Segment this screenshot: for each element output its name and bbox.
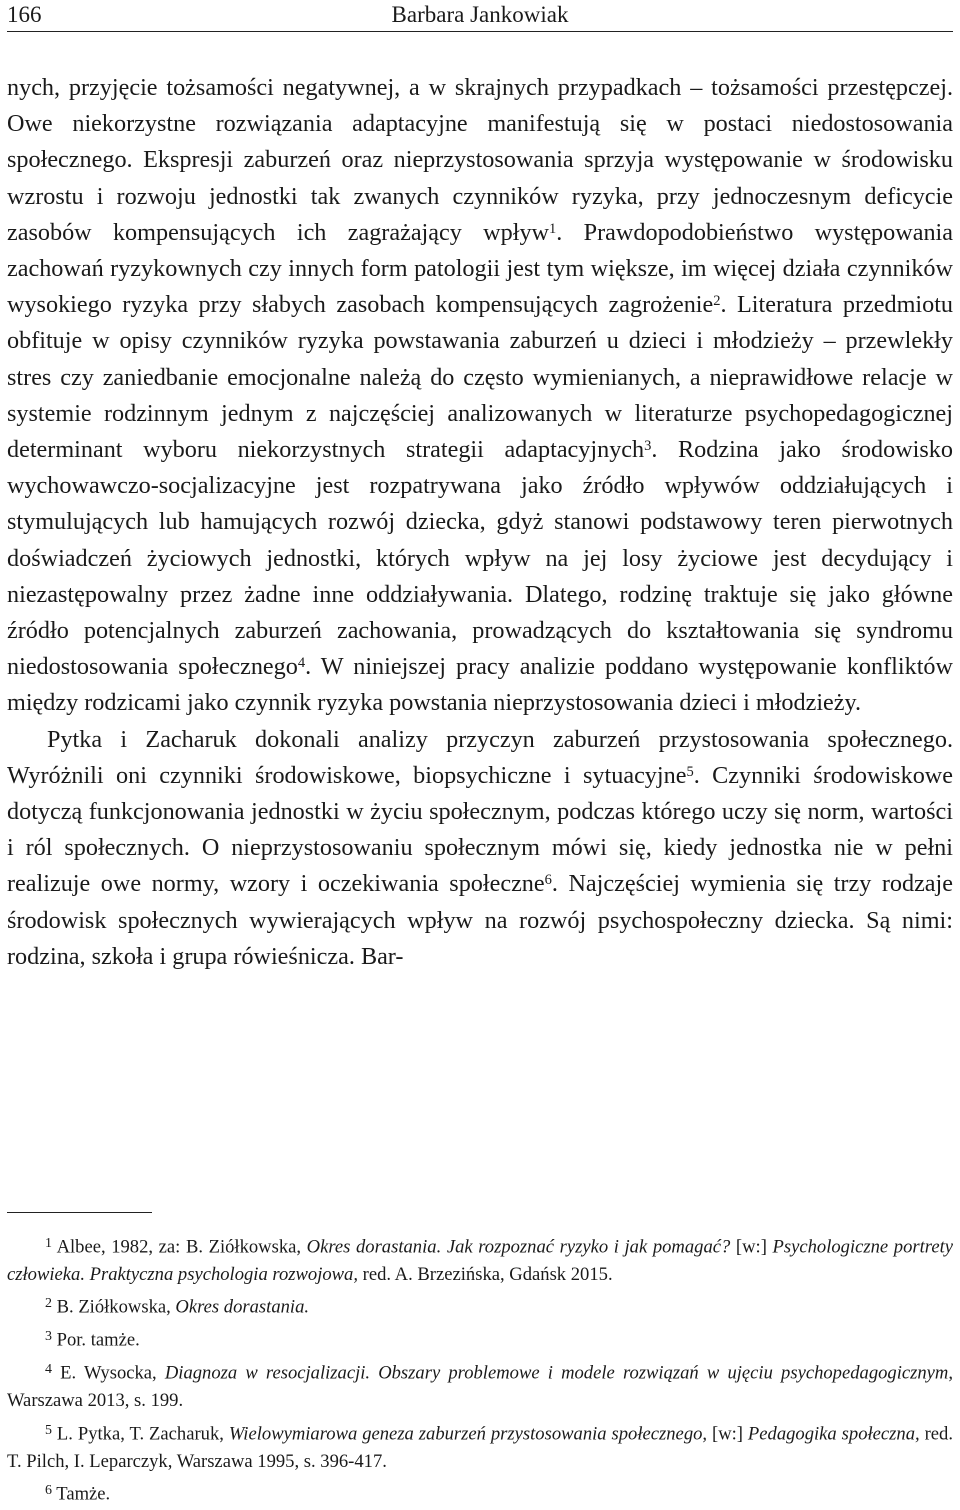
italic-title: Wielowymiarowa geneza zaburzeń przystosowania społecznego,: [228, 1423, 708, 1445]
footnote-number: 6: [45, 1483, 52, 1499]
header-rule: [7, 31, 953, 32]
text-run: Warszawa 2013, s. 199.: [7, 1390, 184, 1412]
footnote-3: [7, 1323, 953, 1354]
text-run: nych, przyjęcie tożsamości negatywnej, a w skrajnych przypadkach – tożsamości przestępczej. Owe niekorzystne rozwiązania adaptacyjne manifestują się w postaci niedostosowania społecznego. Ekspresji zaburzeń oraz nieprzystosowania sprzyja występowanie w środowisku wzrostu i rozwoju jednostki tak zwanych czynników ryzyka, przy jednoczesnym deficycie zasobów kompensujących ich zagrażający wpływ: [7, 74, 953, 246]
footnote-number: 1: [45, 1236, 52, 1251]
text-run: . W niniejszej pracy analizie poddano występowanie konfliktów między rodzicami jako czynnik ryzyka powstania nieprzystosowania dzieci i młodzieży.: [7, 653, 953, 717]
footnote-ref: 3: [644, 437, 652, 454]
running-head-author: Barbara Jankowiak: [391, 2, 569, 27]
italic-title: Okres dorastania.: [175, 1296, 310, 1318]
text-run: B. Ziółkowska,: [56, 1296, 176, 1318]
footnote-separator: [7, 1212, 152, 1213]
paragraph-1: [7, 70, 953, 722]
footnote-ref: 4: [297, 655, 306, 671]
text-run: . Czynniki środowiskowe dotyczą funkcjonowania jednostki w życiu społecznym, podczas którego uczy się norm, wartości i ról społecznych. O nieprzystosowaniu społecznym mówi się, kiedy jednostka nie w pełni realizuje owe normy, wzory i oczekiwania społeczne: [7, 761, 953, 898]
text-run: E. Wysocka,: [60, 1362, 165, 1384]
text-run: L. Pytka, T. Zacharuk,: [56, 1423, 229, 1445]
text-run: Tamże.: [56, 1483, 111, 1505]
italic-title: Diagnoza w resocjalizacji. Obszary problemowe i modele rozwiązań w ujęciu psychopedagogicznym,: [164, 1362, 953, 1384]
text-run: Albee, 1982, za: B. Ziółkowska,: [56, 1236, 307, 1258]
text-run: . Prawdopodobieństwo występowania zachowań ryzykownych czy innych form patologii jest tym większe, im więcej działa czynników wysokiego ryzyka przy słabych zasobach kompensujących zagrożenie: [7, 218, 953, 319]
footnote-ref: 6: [544, 872, 552, 889]
footnote-ref: 1: [549, 220, 557, 237]
footnote-number: 3: [45, 1329, 52, 1345]
text-run: red. A. Brzezińska, Gdańsk 2015.: [358, 1263, 613, 1285]
footnote-1: [7, 1230, 953, 1288]
footnote-4: [7, 1356, 953, 1414]
footnote-number: 5: [45, 1422, 52, 1438]
text-run: . Rodzina jako środowisko wychowawczo-socjalizacyjne jest rozpatrywana jako źródło wpływów oddziałujących i stymulujących lub hamujących rozwój dziecka, gdyż stanowi podstawowy teren pierwotnych doświadczeń życiowych jednostki, których wpływ na jej losy życiowe jest decydujący i niezastępowalny przez żadne inne oddziaływania. Dlatego, rodzinę traktuje się jako główne źródło potencjalnych zaburzeń zachowania, prowadzących do kształtowania się syndromu niedostosowania społecznego: [7, 436, 953, 681]
footnote-ref: 5: [686, 763, 694, 780]
text-run: . Najczęściej wymienia się trzy rodzaje środowisk społecznych wywierających wpływ na rozwój psychospołeczny dziecka. Są nimi: rodzina, szkoła i grupa rówieśnicza. Bar-: [7, 870, 953, 970]
text-run: Pytka i Zacharuk dokonali analizy przyczyn zaburzeń przystosowania społecznego. Wyróżnili oni czynniki środowiskowe, biopsychiczne i sytuacyjne: [7, 725, 953, 789]
main-text: [7, 70, 953, 975]
paragraph-2: [7, 722, 953, 975]
running-header: [7, 0, 953, 33]
page-number: 166: [7, 2, 42, 27]
footnotes: [7, 1230, 953, 1510]
italic-title: Psychologiczne portrety człowieka. Praktyczna psychologia rozwojowa,: [7, 1236, 953, 1285]
text-run: Por. tamże.: [56, 1329, 140, 1351]
footnote-6: [7, 1477, 953, 1508]
text-run: . Literatura przedmiotu obfituje w opisy czynników ryzyka powstawania zaburzeń u dzieci i młodzieży – przewlekły stres czy zaniedbanie emocjonalne należą do często wymienianych, a nieprawidłowe relacje w systemie rodzinnym jednym z najczęściej analizowanych w literaturze psychopedagogicznej determinant wyboru niekorzystnych strategii adaptacyjnych: [7, 291, 954, 464]
text-run: [w:]: [730, 1236, 773, 1258]
footnote-number: 2: [45, 1296, 52, 1312]
footnote-5: [7, 1417, 953, 1475]
footnote-ref: 2: [713, 292, 721, 309]
italic-title: Okres dorastania. Jak rozpoznać ryzyko i jak pomagać?: [306, 1236, 731, 1258]
footnote-2: [7, 1290, 953, 1321]
text-run: [w:]: [707, 1423, 748, 1445]
text-run: red. T. Pilch, I. Leparczyk, Warszawa 1995, s. 396-417.: [7, 1423, 953, 1472]
footnote-number: 4: [45, 1362, 52, 1378]
italic-title: Pedagogika społeczna,: [747, 1423, 920, 1445]
